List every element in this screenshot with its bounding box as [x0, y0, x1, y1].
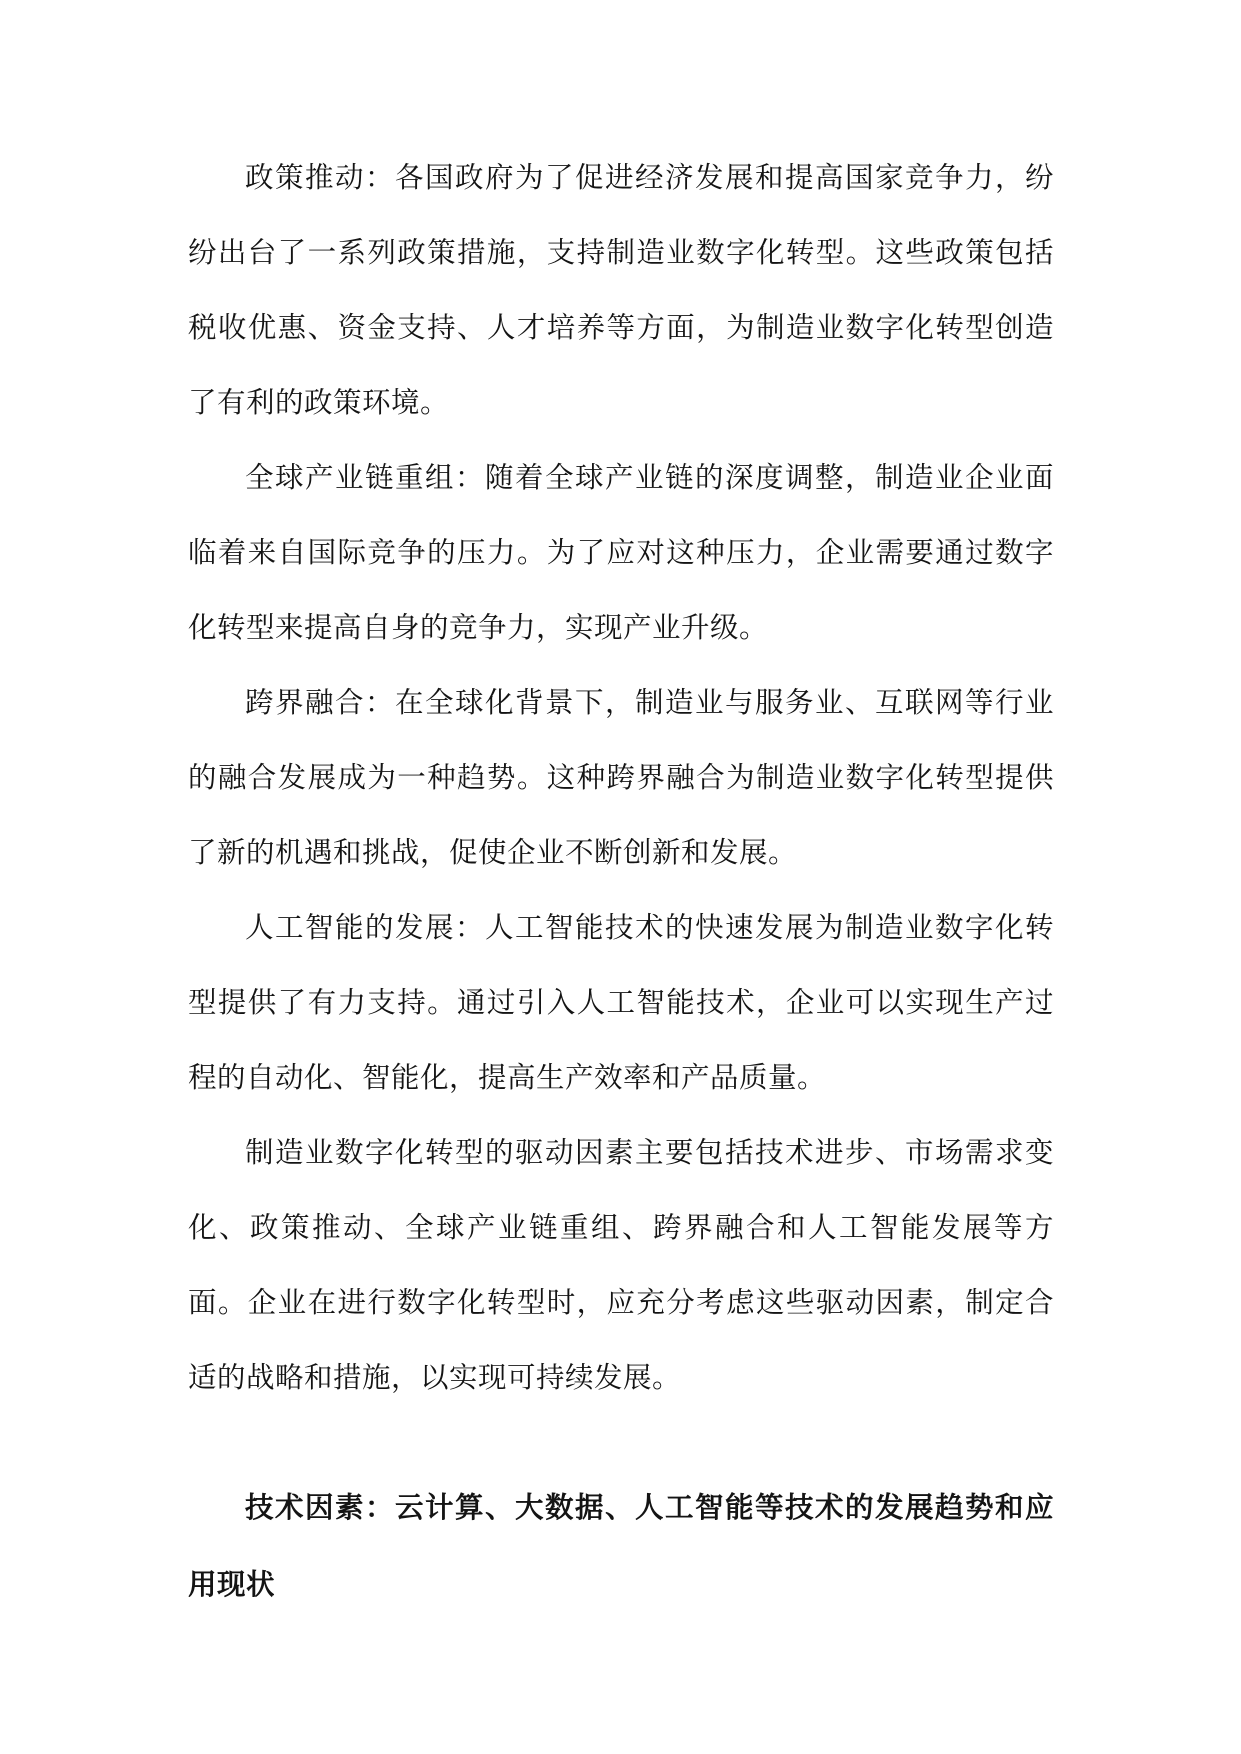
paragraph-summary: 制造业数字化转型的驱动因素主要包括技术进步、市场需求变化、政策推动、全球产业链重组、跨界融合和人工智能发展等方面。企业在进行数字化转型时，应充分考虑这些驱动因素，制定合适的战略和措施，以实现可持续发展。	[188, 1136, 1054, 1394]
section-heading-technology-factors: 技术因素：云计算、大数据、人工智能等技术的发展趋势和应用现状	[188, 1490, 1054, 1601]
paragraph-ai-development: 人工智能的发展：人工智能技术的快速发展为制造业数字化转型提供了有力支持。通过引入人工智能技术，企业可以实现生产过程的自动化、智能化，提高生产效率和产品质量。	[188, 911, 1054, 1094]
document-body	[188, 140, 1054, 1623]
paragraph-cross-industry-integration: 跨界融合：在全球化背景下，制造业与服务业、互联网等行业的融合发展成为一种趋势。这种跨界融合为制造业数字化转型提供了新的机遇和挑战，促使企业不断创新和发展。	[188, 686, 1054, 869]
paragraph-policy-drive: 政策推动：各国政府为了促进经济发展和提高国家竞争力，纷纷出台了一系列政策措施，支持制造业数字化转型。这些政策包括税收优惠、资金支持、人才培养等方面，为制造业数字化转型创造了有利的政策环境。	[188, 161, 1054, 419]
paragraph-global-industry-chain: 全球产业链重组：随着全球产业链的深度调整，制造业企业面临着来自国际竞争的压力。为了应对这种压力，企业需要通过数字化转型来提高自身的竞争力，实现产业升级。	[188, 461, 1054, 644]
